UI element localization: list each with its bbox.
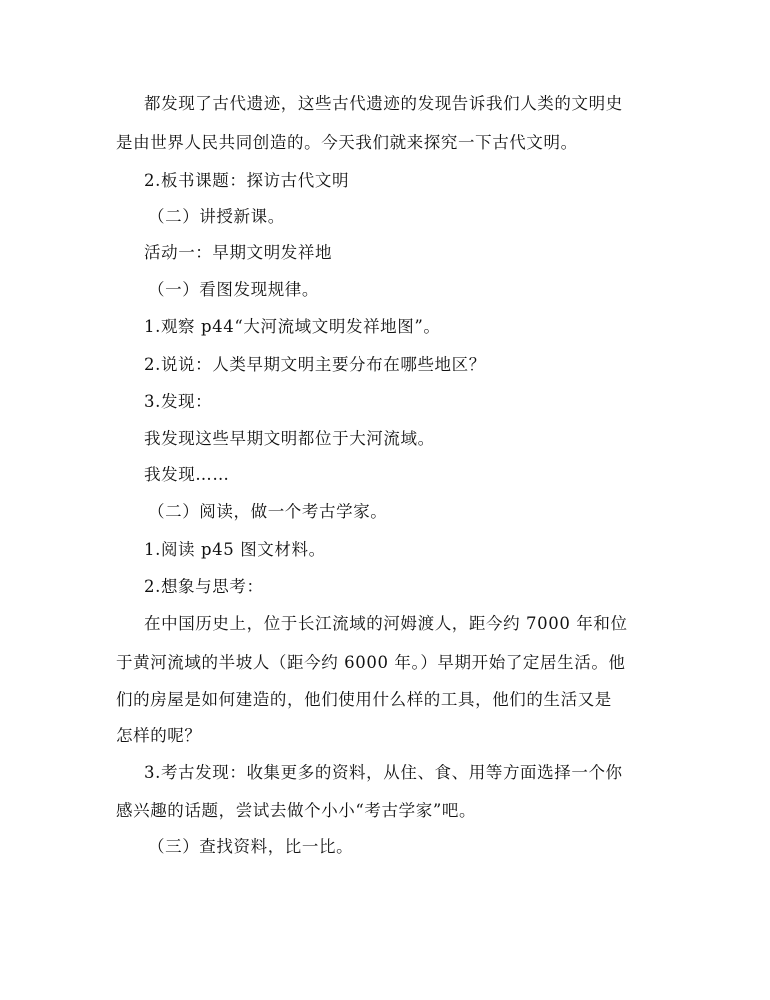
text-line: 怎样的呢？ [116, 726, 202, 745]
text-line: （二）讲授新课。 [148, 207, 285, 226]
text-line: 2.说说：人类早期文明主要分布在哪些地区？ [144, 355, 486, 374]
text-line: 在中国历史上，位于长江流域的河姆渡人，距今约 7000 年和位 [144, 614, 628, 633]
text-line: 于黄河流域的半坡人（距今约 6000 年。）早期开始了定居生活。他 [116, 653, 626, 672]
text-line: 活动一：早期文明发祥地 [144, 243, 333, 262]
text-line: 1.阅读 p45 图文材料。 [144, 540, 326, 559]
text-line: 是由世界人民共同创造的。今天我们就来探究一下古代文明。 [116, 133, 578, 152]
text-line: 感兴趣的话题，尝试去做个小小“考古学家”吧。 [116, 801, 477, 820]
text-line: （一）看图发现规律。 [148, 280, 319, 299]
text-line: 2.想象与思考： [144, 577, 264, 596]
text-line: （三）查找资料，比一比。 [148, 837, 354, 856]
text-line: 我发现这些早期文明都位于大河流域。 [144, 429, 435, 448]
text-line: 3.考古发现：收集更多的资料，从住、食、用等方面选择一个你 [144, 763, 623, 782]
text-line: （二）阅读，做一个考古学家。 [148, 502, 388, 521]
text-line: 我发现…… [144, 465, 230, 484]
text-line: 3.发现： [144, 392, 213, 411]
text-line: 都发现了古代遗迹，这些古代遗迹的发现告诉我们人类的文明史 [144, 94, 623, 113]
text-line: 1.观察 p44“大河流域文明发祥地图”。 [144, 317, 441, 336]
text-line: 们的房屋是如何建造的，他们使用什么样的工具，他们的生活又是 [116, 690, 612, 709]
text-line: 2.板书课题：探访古代文明 [144, 171, 350, 190]
